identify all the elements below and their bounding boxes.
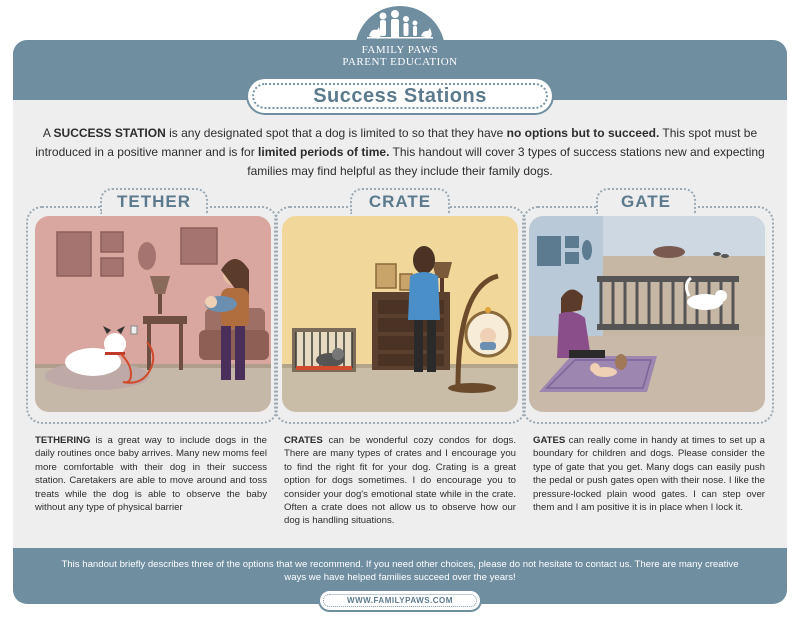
tab-gate-label: GATE (621, 192, 671, 211)
tether-description (35, 434, 267, 514)
intro-bold-no-options: no options but to succeed. (506, 126, 660, 140)
gate-description (533, 434, 765, 514)
crate-desc-bold: CRATES (284, 435, 323, 446)
intro-bold-limited: limited periods of time. (258, 145, 390, 159)
tether-desc-bold: TETHERING (35, 435, 91, 446)
gate-desc-text: can really come in handy at times to set up a boundary for children and dogs. Please consider the type of gate that you get. Many dogs can easily push the pedal or push gates open with their nose. I like the pressure-locked plain wood gates. I can step over them and I am positive it is in place when I lock it. (533, 435, 765, 514)
tab-tether-label: TETHER (117, 192, 191, 211)
crate-description (284, 434, 516, 528)
website-url[interactable]: WWW.FAMILYPAWS.COM (347, 596, 453, 605)
intro-text-4: This handout will cover 3 types of success stations new and expecting families may find helpful as they include their family dogs. (247, 145, 765, 178)
logo-line-2: PARENT EDUCATION (342, 56, 458, 68)
page-title: Success Stations (313, 84, 487, 107)
intro-paragraph (30, 124, 770, 181)
crate-illustration (282, 216, 518, 412)
intro-text-3: This spot must be introduced in a positive manner and is for (35, 126, 758, 159)
tether-illustration (35, 216, 271, 412)
intro-bold-success-station: SUCCESS STATION (53, 126, 166, 140)
title-banner (248, 79, 552, 113)
family-figures-icon (365, 10, 435, 44)
gate-illustration (529, 216, 765, 412)
intro-text-2: is any designated spot that a dog is limited to so that they have (165, 126, 507, 140)
tab-crate-label: CRATE (368, 192, 432, 211)
footer-text: This handout briefly describes three of the options that we recommend. If you need other choices, please do not hesitate to contact us. There are many creative ways we have helped families succeed over the years! (61, 559, 739, 583)
website-link[interactable] (320, 591, 480, 610)
tab-tether (100, 188, 208, 214)
family-paws-logo[interactable] (340, 10, 460, 68)
tab-gate (596, 188, 696, 214)
intro-text-1: A (42, 126, 54, 140)
logo-line-1: FAMILY PAWS (361, 44, 439, 56)
gate-desc-bold: GATES (533, 435, 566, 446)
tab-crate (350, 188, 450, 214)
tether-desc-text: is a great way to include dogs in the daily routines once baby arrives. Many new moms feel more comfortable with their dog in their success station. Caretakers are able to move around and toss treats while the dog is able to observe the baby without any type of physical barrier (35, 435, 267, 514)
crate-desc-text: can be wonderful cozy condos for dogs. There are many types of crates and I encourage you to find the right fit for your dog. Crating is a great option for dogs sometimes. I do encourage you to consider your dog's emotional state while in the crate. Often a crate does not allow us to observe how our dog is handling situations. (284, 435, 516, 527)
